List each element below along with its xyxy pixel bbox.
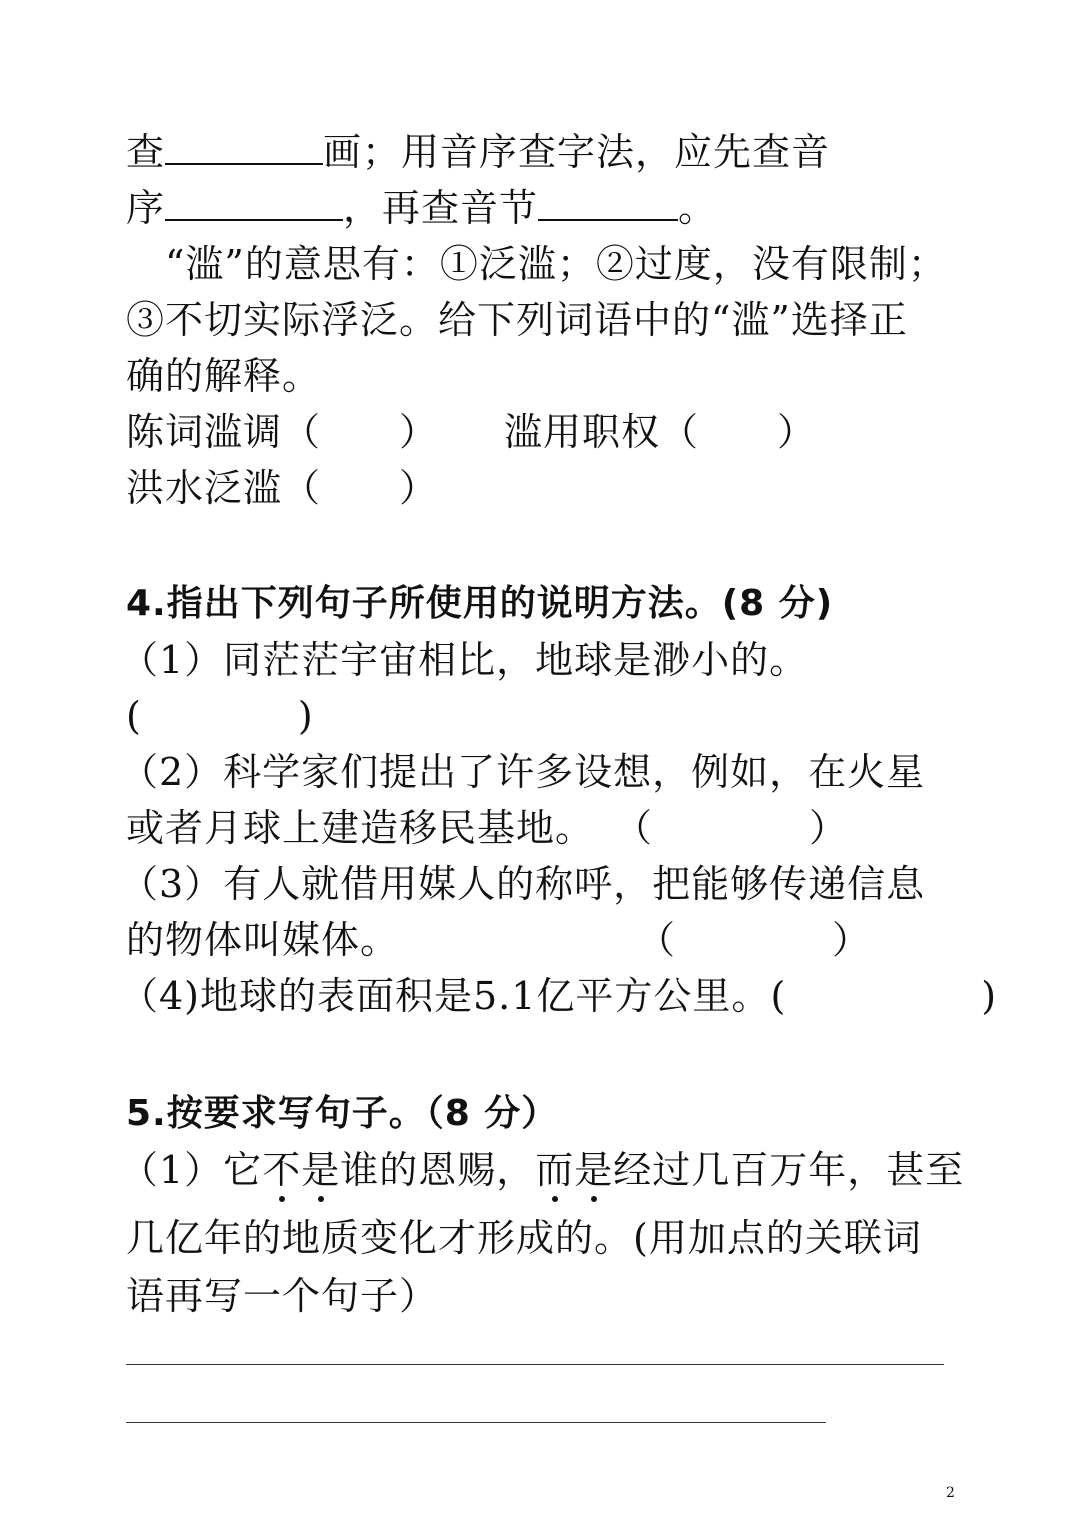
- q4-sentence-2b: 或者月球上建造移民基地。: [126, 806, 595, 850]
- q5-sentence-1-line-1: [120, 1146, 964, 1194]
- q3-line2-a: 序: [126, 186, 166, 230]
- q4-answer-paren-3[interactable]: （ ）: [637, 918, 872, 962]
- q5-dotted-char: 而: [535, 1148, 575, 1192]
- q5-s1-mid: 谁的恩赐，: [340, 1148, 536, 1192]
- q3-blank-letter[interactable]: [165, 185, 343, 221]
- q3-line-2: [126, 184, 717, 232]
- q3-blank-strokes[interactable]: [165, 129, 323, 165]
- q5-dotted-char: 不: [262, 1148, 302, 1192]
- q3-line-3: “滥”的意思有：①泛滥；②过度，没有限制；: [126, 242, 947, 286]
- q3-item-word: 陈词滥调: [126, 410, 283, 454]
- q4-answer-paren-1[interactable]: ( ): [126, 694, 314, 738]
- q3-item-2: [504, 408, 816, 456]
- q5-answer-line-1[interactable]: [126, 1364, 944, 1365]
- q5-title: 5.按要求写句子。（8 分）: [126, 1093, 559, 1134]
- q3-blank-syllable[interactable]: [538, 185, 678, 221]
- q3-item-1: [126, 408, 438, 456]
- q5-s1-post: 经过几百万年，甚至: [613, 1148, 965, 1192]
- q3-line2-c: 。: [678, 186, 718, 230]
- q3-answer-paren[interactable]: （ ）: [282, 410, 439, 454]
- q3-item-3: [126, 464, 438, 512]
- q3-item-word: 洪水泛滥: [126, 466, 283, 510]
- q4-sentence-2a: （2）科学家们提出了许多设想，例如，在火星: [120, 750, 926, 794]
- q3-answer-paren[interactable]: （ ）: [282, 466, 439, 510]
- page-number: 2: [946, 1485, 955, 1501]
- q3-line2-b: ，再查音节: [343, 186, 539, 230]
- q3-line-4: ③不切实际浮泛。给下列词语中的“滥”选择正: [126, 298, 908, 342]
- q5-dotted-char: 是: [301, 1148, 341, 1192]
- q5-dotted-char: 是: [574, 1148, 614, 1192]
- q4-sentence-4-row: [120, 972, 997, 1020]
- q4-sentence-2b-row: [126, 804, 848, 852]
- q3-line1-b: 画；用音序查字法，应先查音: [323, 130, 831, 174]
- q4-sentence-3b: 的物体叫媒体。: [126, 918, 400, 962]
- q4-sentence-3a: （3）有人就借用媒人的称呼，把能够传递信息: [120, 862, 926, 906]
- q5-answer-line-2[interactable]: [126, 1422, 826, 1423]
- q3-line1-a: 查: [126, 130, 166, 174]
- q5-s1-pre: （1）它: [120, 1148, 263, 1192]
- q4-sentence-1: （1）同茫茫宇宙相比，地球是渺小的。: [120, 638, 809, 682]
- q4-sentence-3b-row: [126, 916, 871, 964]
- q5-sentence-1-line-2: 几亿年的地质变化才形成的。(用加点的关联词: [126, 1216, 922, 1260]
- q3-line-5: 确的解释。: [126, 354, 322, 398]
- q5-sentence-1-line-3: 语再写一个句子）: [126, 1274, 439, 1318]
- q4-title: 4.指出下列句子所使用的说明方法。(8 分): [126, 583, 834, 624]
- q4-answer-paren-4[interactable]: ( ): [770, 974, 998, 1018]
- q3-line-1: [126, 128, 830, 176]
- q4-answer-paren-2[interactable]: （ ）: [614, 806, 849, 850]
- q4-sentence-4: （4)地球的表面积是5.1亿平方公里。: [120, 974, 771, 1018]
- q3-answer-paren[interactable]: （ ）: [660, 410, 817, 454]
- q3-item-word: 滥用职权: [504, 410, 661, 454]
